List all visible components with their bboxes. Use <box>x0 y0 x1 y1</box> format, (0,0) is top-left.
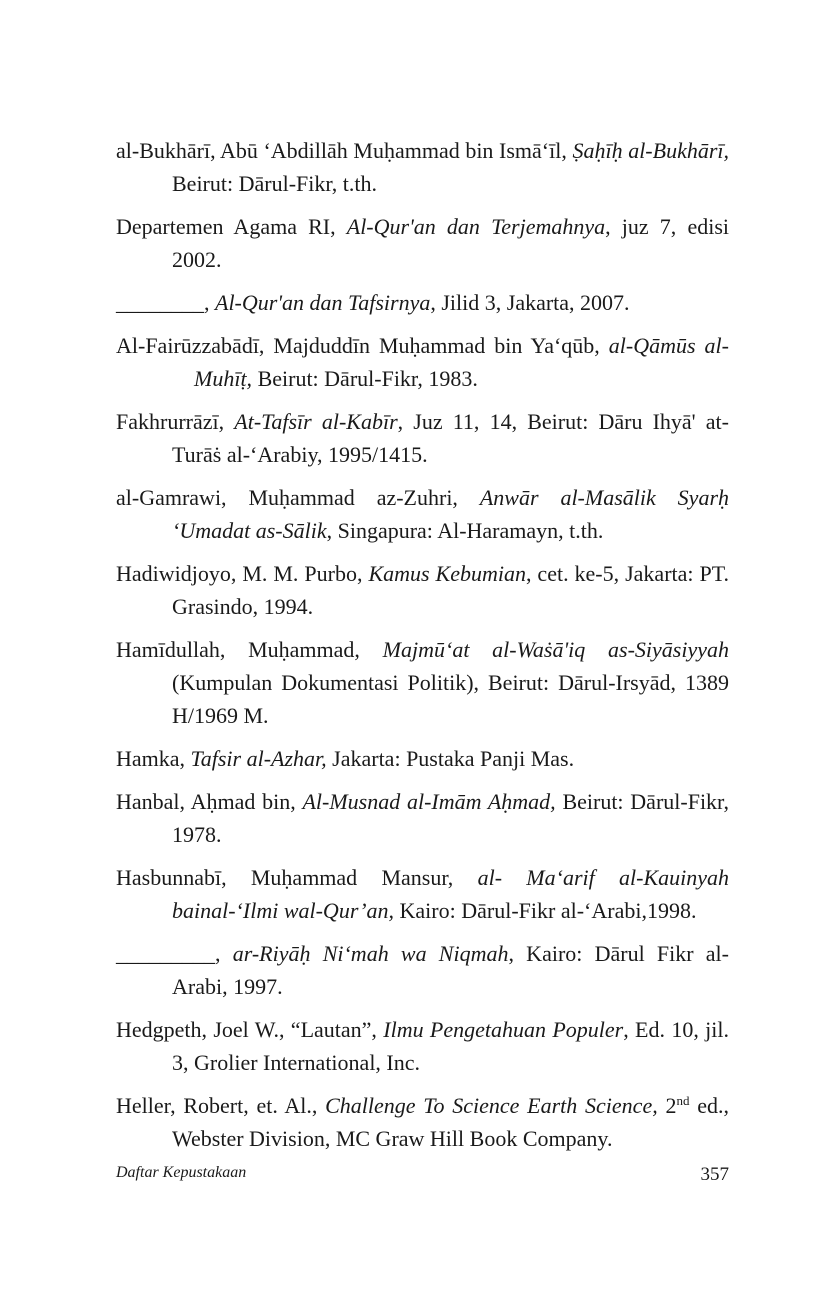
entry-author: Departemen Agama RI, <box>116 214 347 239</box>
entry-title: al- Ma‘arif al-Kauinyah bainal-‘Ilmi wal-Qur’an, <box>172 865 729 923</box>
entry-title: ar-Riyāḥ Ni‘mah wa Niqmah <box>232 941 509 966</box>
entry-title: Kamus Kebumian <box>368 561 526 586</box>
entry-author: Heller, Robert, et. Al., <box>116 1093 326 1118</box>
entry-title: Al-Qur'an dan Tafsirnya <box>215 290 431 315</box>
bibliography-entry <box>116 329 729 395</box>
entry-title: Al-Qur'an dan Terjemahnya <box>346 214 606 239</box>
entry-author: Hedgpeth, Joel W., “Lautan”, <box>116 1017 384 1042</box>
entry-title: Tafsir al-Azhar, <box>190 746 327 771</box>
entry-title: Challenge To Science Earth Science, <box>325 1093 658 1118</box>
bibliography-list <box>116 134 729 1165</box>
entry-publication: Beirut: Dārul-Fikr, t.th. <box>172 171 378 196</box>
bibliography-entry <box>116 861 729 927</box>
entry-publication: , cet. ke-5, Jakarta: PT. Grasindo, 1994. <box>172 561 730 619</box>
entry-author: _________, <box>116 941 233 966</box>
entry-title: Anwār al-Masālik Syarḥ ‘Umadat as-Sālik <box>172 485 729 543</box>
entry-author: Hanbal, Aḥmad bin, <box>116 789 303 814</box>
entry-title: Majmū‘at al-Waṡā'iq as-Siyāsiyyah <box>382 637 730 662</box>
entry-publication: Kairo: Dārul-Fikr al-‘Arabi,1998. <box>394 898 697 923</box>
entry-publication: , Juz 11, 14, Beirut: Dāru Ihyā' at-Turāṡ al-‘Arabiy, 1995/1415. <box>172 409 729 467</box>
bibliography-entry <box>116 1089 729 1155</box>
entry-author: Hamka, <box>116 746 191 771</box>
entry-title: Al-Musnad al-Imām Aḥmad, <box>302 789 556 814</box>
entry-author: Hamīdullah, Muḥammad, <box>116 637 383 662</box>
entry-edition-number: 2 <box>657 1093 677 1118</box>
entry-author: Fakhrurrāzī, <box>116 409 235 434</box>
bibliography-entry <box>116 1013 729 1079</box>
bibliography-entry <box>116 633 729 732</box>
entry-author: Hadiwidjoyo, M. M. Purbo, <box>116 561 369 586</box>
entry-title: al-Qāmūs al-Muhīṭ, <box>194 333 729 391</box>
bibliography-entry <box>116 134 729 200</box>
entry-publication: , Jilid 3, Jakarta, 2007. <box>430 290 630 315</box>
bibliography-entry <box>116 481 729 547</box>
bibliography-entry <box>116 937 729 1003</box>
entry-publication: Beirut: Dārul-Fikr, 1978. <box>172 789 729 847</box>
bibliography-entry <box>116 286 729 319</box>
entry-publication: , Singapura: Al-Haramayn, t.th. <box>326 518 604 543</box>
entry-author: al-Gamrawi, Muḥammad az-Zuhri, <box>116 485 480 510</box>
bibliography-entry <box>116 785 729 851</box>
page-number: 357 <box>700 1164 729 1185</box>
bibliography-entry <box>116 742 729 775</box>
bibliography-entry <box>116 210 729 276</box>
running-footer-section: Daftar Kepustakaan <box>116 1164 247 1181</box>
entry-edition-suffix: nd <box>676 1093 690 1108</box>
bibliography-entry <box>116 405 729 471</box>
entry-publication: , juz 7, edisi 2002. <box>172 214 729 272</box>
entry-publication: , Ed. 10, jil. 3, Grolier International, Inc. <box>172 1017 729 1075</box>
entry-title: Ṣaḥīḥ al-Bukhārī, <box>572 138 730 163</box>
entry-title: At-Tafsīr al-Kabīr <box>234 409 398 434</box>
entry-publication: Jakarta: Pustaka Panji Mas. <box>326 746 575 771</box>
entry-author: Al-Fairūzzabādī, Majduddīn Muḥammad bin Ya‘qūb, <box>116 333 609 358</box>
entry-publication: (Kumpulan Dokumentasi Politik), Beirut: Dārul-Irsyād, 1389 H/1969 M. <box>172 670 729 728</box>
entry-author: al-Bukhārī, Abū ‘Abdillāh Muḥammad bin Ismā‘īl, <box>116 138 573 163</box>
entry-title: Ilmu Pengetahuan Populer <box>383 1017 624 1042</box>
bibliography-entry <box>116 557 729 623</box>
entry-publication: , Kairo: Dārul Fikr al-Arabi, 1997. <box>172 941 729 999</box>
entry-author: ________, <box>116 290 215 315</box>
entry-publication: Beirut: Dārul-Fikr, 1983. <box>252 366 478 391</box>
entry-publication: ed., Webster Division, MC Graw Hill Book Company. <box>172 1093 729 1151</box>
entry-author: Hasbunnabī, Muḥammad Mansur, <box>116 865 478 890</box>
